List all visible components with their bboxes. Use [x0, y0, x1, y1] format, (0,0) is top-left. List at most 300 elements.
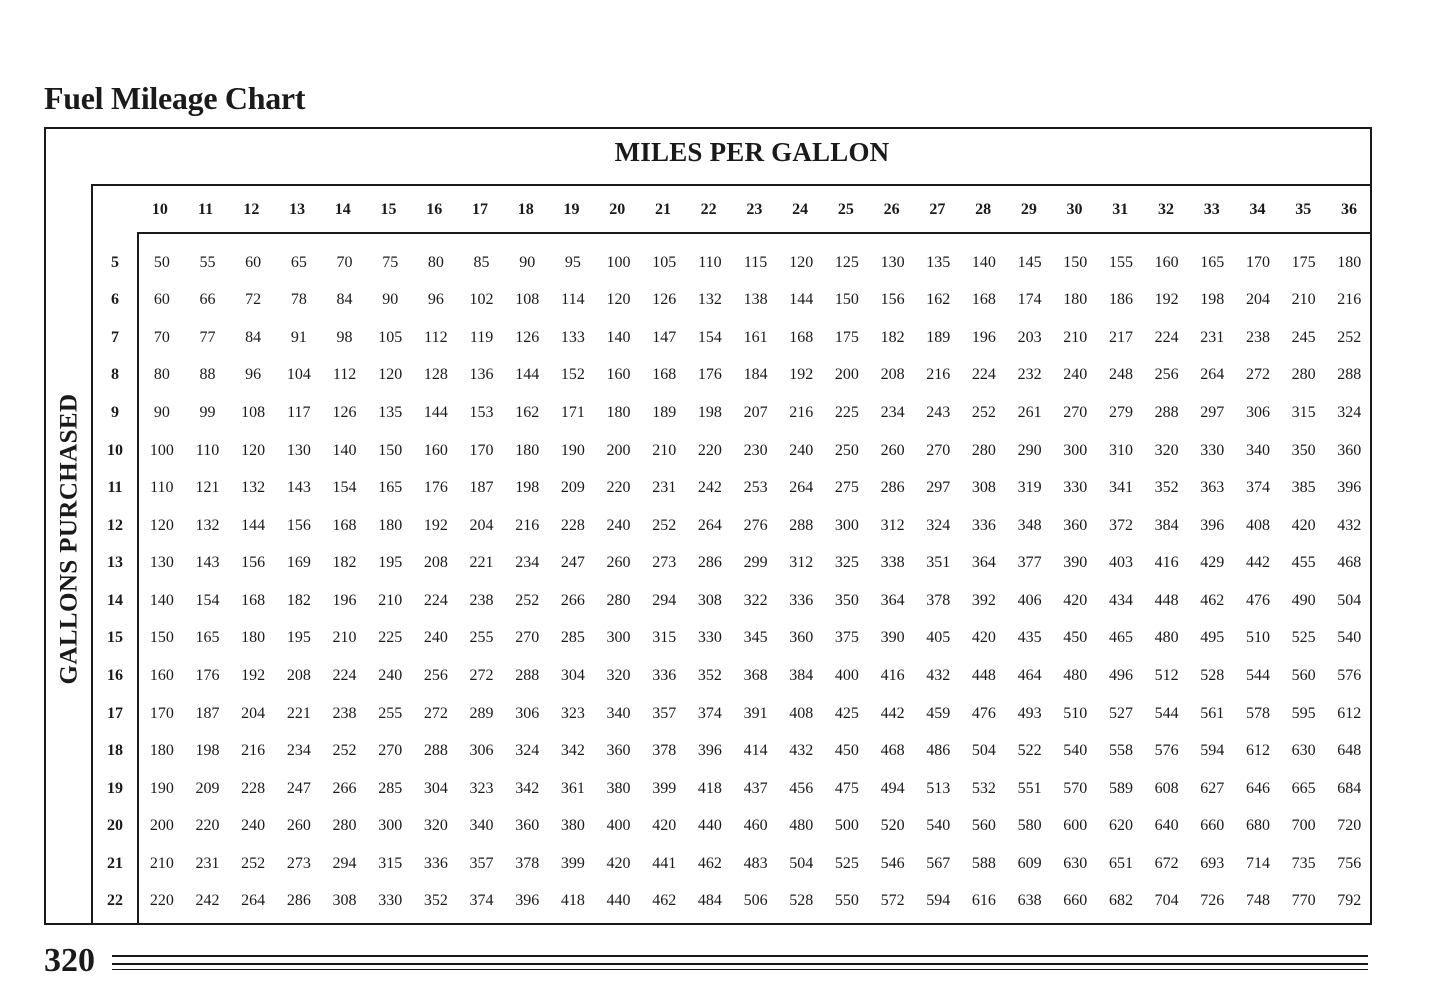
miles-cell: 240 [1063, 366, 1088, 384]
miles-cell: 351 [926, 554, 951, 572]
miles-cell: 144 [423, 404, 448, 422]
miles-cell: 408 [1245, 516, 1270, 534]
miles-cell: 198 [195, 742, 220, 760]
miles-cell: 392 [971, 591, 996, 609]
miles-cell: 429 [1200, 554, 1225, 572]
miles-cell: 240 [423, 629, 448, 647]
miles-cell: 315 [378, 854, 403, 872]
miles-cell: 735 [1291, 854, 1316, 872]
gallons-header-cell: 22 [107, 892, 123, 910]
miles-cell: 208 [880, 366, 905, 384]
miles-cell: 90 [382, 291, 399, 309]
miles-cell: 440 [606, 892, 631, 910]
miles-cell: 651 [1108, 854, 1133, 872]
miles-cell: 567 [926, 854, 951, 872]
miles-cell: 550 [834, 892, 859, 910]
miles-cell: 276 [743, 516, 768, 534]
miles-cell: 400 [606, 817, 631, 835]
miles-cell: 420 [1291, 516, 1316, 534]
miles-cell: 198 [1200, 291, 1225, 309]
miles-cell: 405 [926, 629, 951, 647]
gallons-header-cell: 8 [111, 366, 119, 384]
miles-cell: 437 [743, 779, 768, 797]
miles-cell: 115 [743, 253, 768, 271]
miles-cell: 264 [1200, 366, 1225, 384]
miles-cell: 594 [1200, 742, 1225, 760]
miles-cell: 324 [926, 516, 951, 534]
miles-cell: 340 [606, 704, 631, 722]
miles-cell: 660 [1200, 817, 1225, 835]
miles-cell: 504 [789, 854, 814, 872]
miles-cell: 130 [880, 253, 905, 271]
miles-cell: 464 [1017, 666, 1042, 684]
miles-cell: 248 [1108, 366, 1133, 384]
miles-cell: 143 [195, 554, 220, 572]
miles-cell: 616 [971, 892, 996, 910]
miles-cell: 55 [199, 253, 216, 271]
miles-cell: 348 [1017, 516, 1042, 534]
miles-cell: 210 [652, 441, 677, 459]
miles-cell: 256 [423, 666, 448, 684]
miles-cell: 198 [515, 479, 540, 497]
miles-cell: 224 [971, 366, 996, 384]
miles-cell: 150 [1063, 253, 1088, 271]
miles-cell: 203 [1017, 328, 1042, 346]
miles-cell: 380 [606, 779, 631, 797]
table-row [139, 319, 1372, 357]
miles-cell: 231 [195, 854, 220, 872]
miles-cell: 225 [378, 629, 403, 647]
miles-cell: 84 [336, 291, 353, 309]
miles-cell: 504 [971, 742, 996, 760]
miles-cell: 231 [1200, 328, 1225, 346]
miles-cell: 288 [1154, 404, 1179, 422]
miles-cell: 630 [1291, 742, 1316, 760]
gallons-header-cell: 12 [107, 516, 123, 534]
miles-cell: 496 [1108, 666, 1133, 684]
miles-cell: 378 [926, 591, 951, 609]
miles-cell: 209 [195, 779, 220, 797]
miles-cell: 399 [652, 779, 677, 797]
miles-cell: 368 [743, 666, 768, 684]
miles-cell: 208 [423, 554, 448, 572]
miles-cell: 546 [880, 854, 905, 872]
miles-cell: 180 [606, 404, 631, 422]
gallons-header-cell: 7 [111, 328, 119, 346]
miles-cell: 112 [424, 328, 448, 346]
table-row [139, 620, 1372, 658]
miles-cell: 190 [149, 779, 174, 797]
miles-cell: 135 [378, 404, 403, 422]
miles-cell: 304 [423, 779, 448, 797]
miles-cell: 450 [1063, 629, 1088, 647]
mpg-header-cell: 20 [609, 201, 626, 218]
miles-cell: 275 [834, 479, 859, 497]
miles-cell: 165 [195, 629, 220, 647]
table-row [139, 432, 1372, 470]
miles-cell: 476 [971, 704, 996, 722]
miles-cell: 510 [1063, 704, 1088, 722]
miles-cell: 230 [743, 441, 768, 459]
miles-cell: 154 [697, 328, 722, 346]
miles-cell: 484 [697, 892, 722, 910]
miles-cell: 224 [1154, 328, 1179, 346]
miles-cell: 176 [697, 366, 722, 384]
miles-cell: 532 [971, 779, 996, 797]
miles-cell: 352 [1154, 479, 1179, 497]
miles-cell: 665 [1291, 779, 1316, 797]
miles-cell: 594 [926, 892, 951, 910]
mpg-header-cell: 11 [198, 201, 214, 218]
table-row [139, 244, 1372, 282]
miles-cell: 180 [1063, 291, 1088, 309]
miles-cell: 396 [1200, 516, 1225, 534]
table-row [139, 845, 1372, 883]
miles-cell: 576 [1154, 742, 1179, 760]
miles-cell: 126 [652, 291, 677, 309]
miles-cell: 330 [1063, 479, 1088, 497]
miles-cell: 187 [469, 479, 494, 497]
miles-cell: 306 [1245, 404, 1270, 422]
miles-cell: 360 [606, 742, 631, 760]
miles-cell: 280 [971, 441, 996, 459]
miles-cell: 150 [149, 629, 174, 647]
miles-cell: 162 [926, 291, 951, 309]
miles-cell: 192 [423, 516, 448, 534]
miles-cell: 209 [560, 479, 585, 497]
miles-cell: 240 [606, 516, 631, 534]
miles-cell: 272 [1245, 366, 1270, 384]
miles-cell: 266 [332, 779, 357, 797]
miles-cell: 396 [697, 742, 722, 760]
miles-cell: 196 [332, 591, 357, 609]
miles-cell: 66 [199, 291, 216, 309]
table-row [139, 394, 1372, 432]
miles-cell: 324 [515, 742, 540, 760]
mpg-header-cell: 36 [1340, 201, 1357, 218]
miles-cell: 420 [1063, 591, 1088, 609]
miles-cell: 108 [515, 291, 540, 309]
miles-cell: 210 [378, 591, 403, 609]
miles-cell: 522 [1017, 742, 1042, 760]
miles-cell: 140 [971, 253, 996, 271]
miles-cell: 140 [149, 591, 174, 609]
miles-cell: 435 [1017, 629, 1042, 647]
miles-cell: 299 [743, 554, 768, 572]
miles-cell: 420 [606, 854, 631, 872]
miles-cell: 110 [698, 253, 722, 271]
miles-cell: 672 [1154, 854, 1179, 872]
miles-cell: 342 [515, 779, 540, 797]
miles-cell: 297 [926, 479, 951, 497]
gallons-header-cell: 11 [107, 479, 123, 497]
miles-cell: 150 [834, 291, 859, 309]
miles-cell: 323 [469, 779, 494, 797]
miles-cell: 345 [743, 629, 768, 647]
miles-cell: 459 [926, 704, 951, 722]
miles-cell: 324 [1337, 404, 1362, 422]
miles-cell: 490 [1291, 591, 1316, 609]
miles-cell: 308 [332, 892, 357, 910]
miles-cell: 160 [606, 366, 631, 384]
miles-cell: 261 [1017, 404, 1042, 422]
miles-cell: 399 [560, 854, 585, 872]
miles-cell: 288 [423, 742, 448, 760]
miles-cell: 161 [743, 328, 768, 346]
miles-cell: 285 [560, 629, 585, 647]
miles-cell: 588 [971, 854, 996, 872]
gallons-header-cell: 14 [107, 591, 123, 609]
miles-cell: 396 [515, 892, 540, 910]
miles-cell: 182 [880, 328, 905, 346]
miles-cell: 418 [560, 892, 585, 910]
miles-cell: 147 [652, 328, 677, 346]
page-number: 320 [44, 942, 95, 979]
miles-cell: 682 [1108, 892, 1133, 910]
mpg-header-cell: 18 [517, 201, 534, 218]
miles-cell: 308 [697, 591, 722, 609]
miles-cell: 266 [560, 591, 585, 609]
miles-cell: 528 [789, 892, 814, 910]
miles-cell: 770 [1291, 892, 1316, 910]
miles-cell: 374 [1245, 479, 1270, 497]
miles-cell: 462 [1200, 591, 1225, 609]
miles-cell: 468 [880, 742, 905, 760]
miles-cell: 312 [789, 554, 814, 572]
mpg-header-cell: 29 [1020, 201, 1037, 218]
miles-cell: 300 [834, 516, 859, 534]
miles-cell: 612 [1245, 742, 1270, 760]
gallons-purchased-label-wrap [50, 239, 88, 839]
miles-cell: 247 [560, 554, 585, 572]
miles-cell: 280 [332, 817, 357, 835]
miles-cell: 551 [1017, 779, 1042, 797]
miles-cell: 252 [332, 742, 357, 760]
miles-cell: 748 [1245, 892, 1270, 910]
miles-cell: 200 [834, 366, 859, 384]
miles-cell: 495 [1200, 629, 1225, 647]
miles-cell: 216 [926, 366, 951, 384]
miles-cell: 180 [149, 742, 174, 760]
miles-cell: 60 [153, 291, 170, 309]
footer-rule [112, 969, 1368, 970]
miles-cell: 140 [606, 328, 631, 346]
mpg-header-cell: 33 [1203, 201, 1220, 218]
miles-cell: 238 [332, 704, 357, 722]
miles-cell: 207 [743, 404, 768, 422]
miles-cell: 570 [1063, 779, 1088, 797]
miles-cell: 315 [1291, 404, 1316, 422]
miles-cell: 144 [241, 516, 266, 534]
gallons-header-cell: 9 [111, 404, 119, 422]
miles-cell: 390 [880, 629, 905, 647]
miles-cell: 475 [834, 779, 859, 797]
miles-cell: 493 [1017, 704, 1042, 722]
miles-cell: 184 [743, 366, 768, 384]
miles-cell: 260 [286, 817, 311, 835]
miles-cell: 110 [150, 479, 174, 497]
miles-cell: 50 [153, 253, 170, 271]
miles-cell: 720 [1337, 817, 1362, 835]
gallons-header-cell: 16 [107, 666, 123, 684]
miles-cell: 238 [469, 591, 494, 609]
miles-cell: 77 [199, 328, 216, 346]
mileage-data-grid [137, 232, 1372, 925]
miles-cell: 170 [1245, 253, 1270, 271]
miles-cell: 204 [1245, 291, 1270, 309]
miles-cell: 660 [1063, 892, 1088, 910]
miles-cell: 360 [1063, 516, 1088, 534]
miles-cell: 319 [1017, 479, 1042, 497]
miles-cell: 270 [926, 441, 951, 459]
miles-cell: 133 [560, 328, 585, 346]
miles-cell: 195 [378, 554, 403, 572]
miles-cell: 442 [880, 704, 905, 722]
miles-cell: 384 [789, 666, 814, 684]
miles-cell: 152 [560, 366, 585, 384]
miles-cell: 561 [1200, 704, 1225, 722]
miles-cell: 180 [1337, 253, 1362, 271]
mpg-header-cell: 23 [746, 201, 763, 218]
miles-cell: 280 [606, 591, 631, 609]
miles-cell: 220 [149, 892, 174, 910]
gallons-header-cell: 18 [107, 742, 123, 760]
miles-cell: 390 [1063, 554, 1088, 572]
miles-cell: 204 [241, 704, 266, 722]
miles-cell: 221 [286, 704, 311, 722]
miles-cell: 171 [560, 404, 585, 422]
miles-cell: 620 [1108, 817, 1133, 835]
miles-cell: 192 [789, 366, 814, 384]
miles-cell: 336 [652, 666, 677, 684]
miles-cell: 360 [1337, 441, 1362, 459]
miles-cell: 242 [195, 892, 220, 910]
miles-cell: 125 [834, 253, 859, 271]
miles-cell: 294 [652, 591, 677, 609]
miles-cell: 210 [332, 629, 357, 647]
miles-cell: 198 [697, 404, 722, 422]
miles-cell: 114 [561, 291, 585, 309]
miles-cell: 156 [286, 516, 311, 534]
miles-cell: 406 [1017, 591, 1042, 609]
miles-cell: 105 [652, 253, 677, 271]
miles-cell: 256 [1154, 366, 1179, 384]
miles-cell: 252 [1337, 328, 1362, 346]
miles-cell: 216 [241, 742, 266, 760]
miles-cell: 525 [1291, 629, 1316, 647]
miles-cell: 323 [560, 704, 585, 722]
miles-cell: 364 [880, 591, 905, 609]
fuel-mileage-table [44, 127, 1372, 925]
miles-cell: 300 [378, 817, 403, 835]
miles-cell: 100 [606, 253, 631, 271]
miles-cell: 465 [1108, 629, 1133, 647]
miles-cell: 756 [1337, 854, 1362, 872]
miles-cell: 310 [1108, 441, 1133, 459]
miles-cell: 204 [469, 516, 494, 534]
miles-cell: 432 [1337, 516, 1362, 534]
miles-cell: 200 [606, 441, 631, 459]
miles-cell: 520 [880, 817, 905, 835]
miles-cell: 169 [286, 554, 311, 572]
miles-cell: 242 [697, 479, 722, 497]
miles-cell: 315 [652, 629, 677, 647]
miles-cell: 234 [286, 742, 311, 760]
miles-cell: 210 [1063, 328, 1088, 346]
miles-cell: 294 [332, 854, 357, 872]
miles-cell: 217 [1108, 328, 1133, 346]
miles-cell: 160 [423, 441, 448, 459]
miles-cell: 441 [652, 854, 677, 872]
miles-cell: 420 [652, 817, 677, 835]
miles-cell: 138 [743, 291, 768, 309]
miles-cell: 80 [427, 253, 444, 271]
miles-cell: 216 [515, 516, 540, 534]
miles-cell: 95 [564, 253, 581, 271]
miles-cell: 512 [1154, 666, 1179, 684]
table-row [139, 545, 1372, 583]
miles-cell: 189 [652, 404, 677, 422]
miles-cell: 450 [834, 742, 859, 760]
miles-cell: 289 [469, 704, 494, 722]
miles-cell: 440 [697, 817, 722, 835]
miles-cell: 693 [1200, 854, 1225, 872]
miles-cell: 714 [1245, 854, 1270, 872]
miles-cell: 378 [652, 742, 677, 760]
miles-cell: 560 [971, 817, 996, 835]
miles-cell: 540 [1337, 629, 1362, 647]
table-row [139, 469, 1372, 507]
miles-cell: 285 [378, 779, 403, 797]
miles-cell: 308 [971, 479, 996, 497]
miles-cell: 208 [286, 666, 311, 684]
miles-cell: 286 [880, 479, 905, 497]
miles-cell: 704 [1154, 892, 1179, 910]
table-row [139, 883, 1372, 921]
miles-cell: 240 [241, 817, 266, 835]
miles-cell: 525 [834, 854, 859, 872]
mpg-header-cell: 22 [700, 201, 717, 218]
miles-cell: 377 [1017, 554, 1042, 572]
miles-cell: 304 [560, 666, 585, 684]
miles-cell: 108 [241, 404, 266, 422]
miles-cell: 270 [515, 629, 540, 647]
miles-cell: 150 [378, 441, 403, 459]
miles-cell: 336 [423, 854, 448, 872]
miles-cell: 155 [1108, 253, 1133, 271]
miles-cell: 306 [515, 704, 540, 722]
miles-cell: 195 [286, 629, 311, 647]
miles-cell: 336 [789, 591, 814, 609]
miles-cell: 245 [1291, 328, 1316, 346]
mpg-header-cell: 12 [243, 201, 260, 218]
miles-cell: 210 [1291, 291, 1316, 309]
miles-cell: 320 [423, 817, 448, 835]
miles-cell: 340 [1245, 441, 1270, 459]
mpg-header-cell: 10 [151, 201, 168, 218]
gallons-header-cell: 19 [107, 779, 123, 797]
miles-cell: 325 [834, 554, 859, 572]
miles-cell: 363 [1200, 479, 1225, 497]
miles-cell: 136 [469, 366, 494, 384]
miles-cell: 500 [834, 817, 859, 835]
mpg-header-cell: 15 [380, 201, 397, 218]
miles-cell: 357 [652, 704, 677, 722]
mpg-header-row [137, 186, 1372, 233]
miles-cell: 595 [1291, 704, 1316, 722]
miles-cell: 312 [880, 516, 905, 534]
miles-cell: 253 [743, 479, 768, 497]
